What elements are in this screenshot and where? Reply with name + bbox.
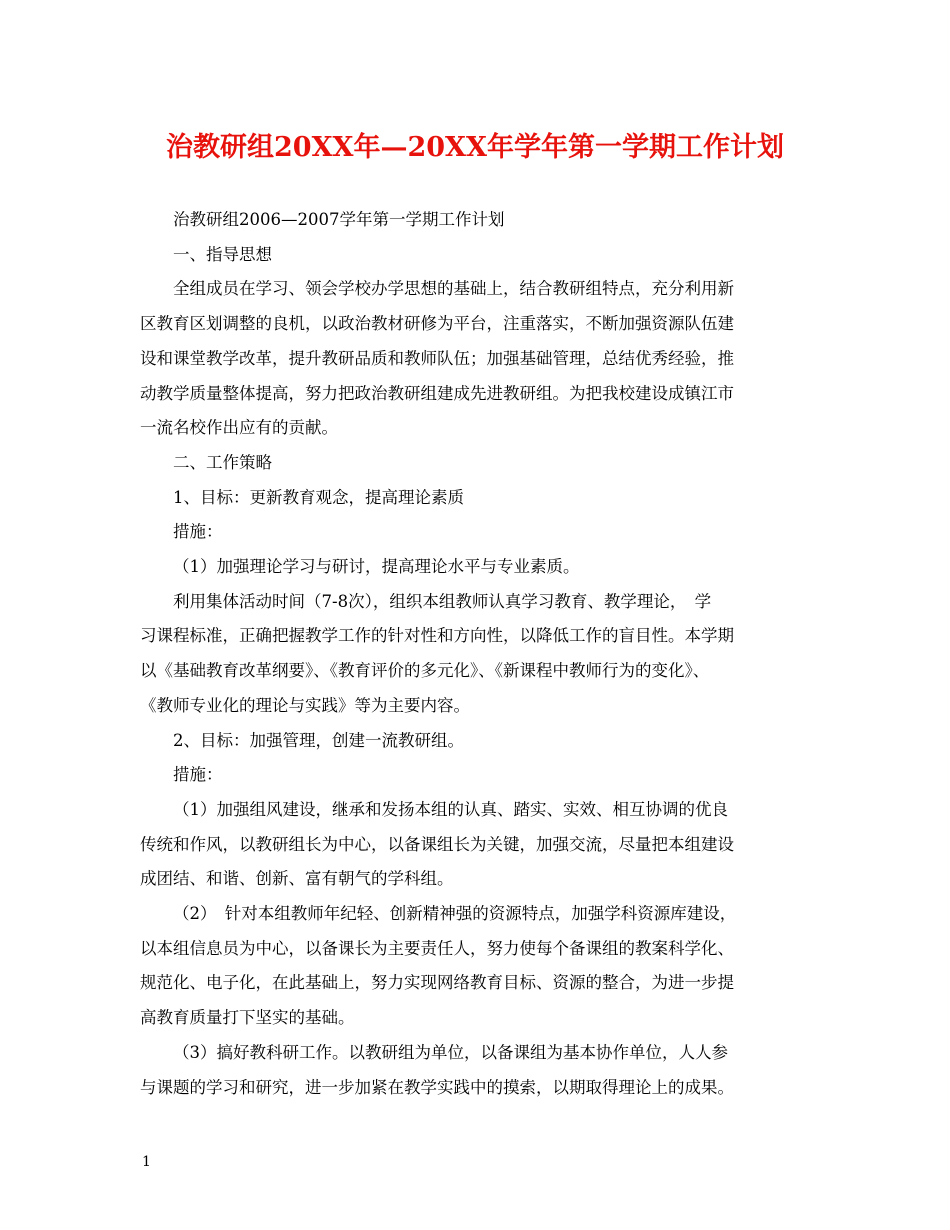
text-line: 1、目标：更新教育观念，提高理论素质 — [173, 487, 464, 507]
text-line: 传统和作风，以教研组长为中心，以备课组长为关键，加强交流，尽量把本组建设 — [140, 834, 734, 854]
text-line: 措施： — [173, 522, 223, 542]
text-line: 利用集体活动时间（7-8次），组织本组教师认真学习教育、教学理论， 学 — [173, 591, 712, 611]
text-line: （1）加强组风建设，继承和发扬本组的认真、踏实、实效、相互协调的优良 — [173, 799, 728, 819]
text-line: 高教育质量打下坚实的基础。 — [140, 1008, 355, 1028]
text-line: 2、目标：加强管理，创建一流教研组。 — [173, 730, 464, 750]
text-line: （3）搞好教科研工作。以教研组为单位，以备课组为基本协作单位，人人参 — [173, 1042, 728, 1062]
text-line: 以《基础教育改革纲要》、《教育评价的多元化》、《新课程中教师行为的变化》、 — [140, 661, 710, 681]
text-line: 《教师专业化的理论与实践》等为主要内容。 — [140, 695, 470, 715]
text-line: 全组成员在学习、领会学校办学思想的基础上，结合教研组特点，充分利用新 — [173, 279, 734, 299]
text-line: （2） 针对本组教师年纪轻、创新精神强的资源特点，加强学科资源库建设， — [173, 904, 737, 924]
text-line: 以本组信息员为中心，以备课长为主要责任人，努力使每个备课组的教案科学化、 — [140, 938, 734, 958]
text-line: （1）加强理论学习与研讨，提高理论水平与专业素质。 — [173, 557, 580, 577]
text-line: 与课题的学习和研究，进一步加紧在教学实践中的摸索，以期取得理论上的成果。 — [140, 1077, 734, 1097]
document-body — [140, 203, 810, 1105]
text-line: 二、工作策略 — [173, 452, 272, 472]
text-line: 习课程标准，正确把握教学工作的针对性和方向性，以降低工作的盲目性。本学期 — [140, 626, 734, 646]
document-title: 治教研组20XX年—20XX年学年第一学期工作计划 — [166, 132, 784, 163]
text-line: 一流名校作出应有的贡献。 — [140, 418, 338, 438]
text-line: 措施： — [173, 765, 223, 785]
text-line: 动教学质量整体提高，努力把政治教研组建成先进教研组。为把我校建设成镇江市 — [140, 383, 734, 403]
text-line: 规范化、电子化，在此基础上，努力实现网络教育目标、资源的整合，为进一步提 — [140, 973, 734, 993]
text-line: 设和课堂教学改革，提升教研品质和教师队伍；加强基础管理，总结优秀经验，推 — [140, 348, 734, 368]
text-line: 治教研组2006—2007学年第一学期工作计划 — [173, 210, 505, 229]
text-line: 成团结、和谐、创新、富有朝气的学科组。 — [140, 869, 454, 889]
text-line: 一、指导思想 — [173, 244, 272, 264]
text-line: 区教育区划调整的良机，以政治教材研修为平台，注重落实，不断加强资源队伍建 — [140, 314, 734, 334]
page-number: 1 — [142, 1154, 151, 1170]
